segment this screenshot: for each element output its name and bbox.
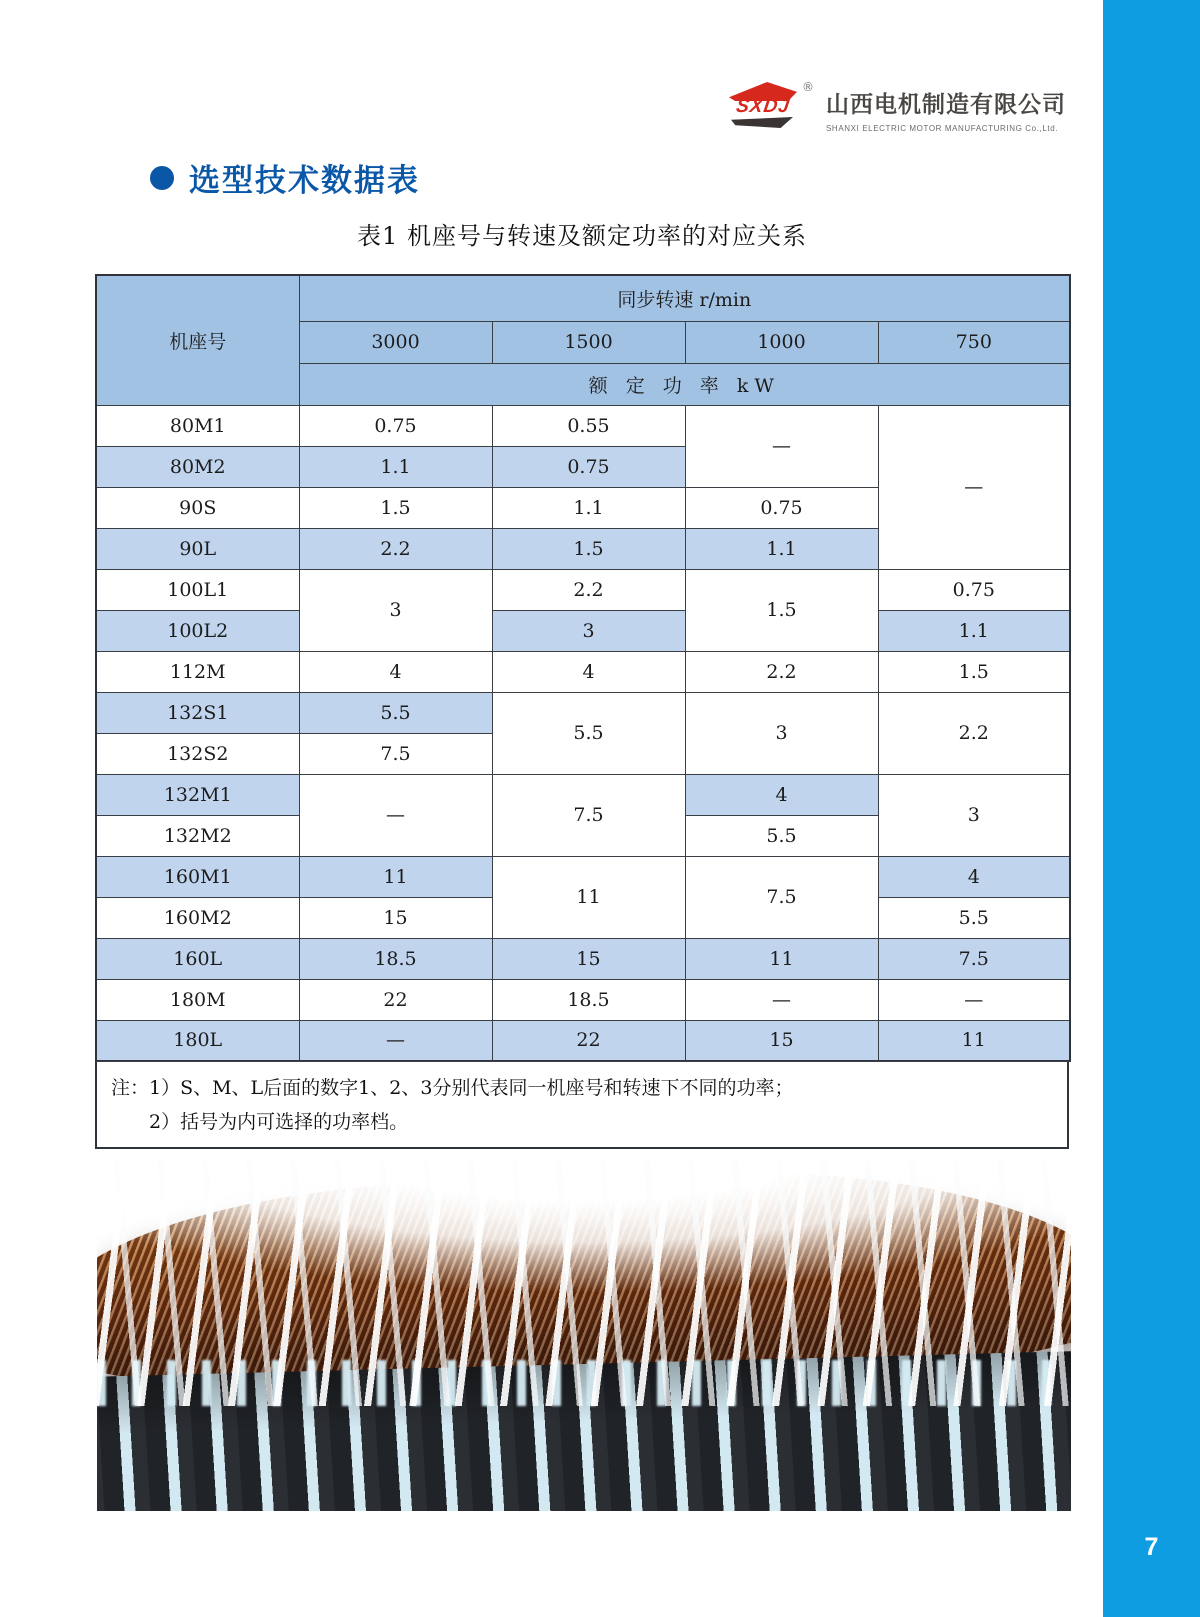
power-cell: 11: [685, 938, 878, 979]
insulation-paper-strips: [97, 1160, 1071, 1406]
power-cell: —: [299, 774, 492, 856]
table-row: [96, 692, 1070, 733]
power-cell: 3: [685, 692, 878, 774]
table-caption: 表1 机座号与转速及额定功率的对应关系: [357, 222, 807, 250]
power-cell: 11: [878, 1020, 1070, 1061]
power-cell: 15: [299, 897, 492, 938]
power-cell: 7.5: [299, 733, 492, 774]
power-cell: 18.5: [492, 979, 685, 1020]
table-row: [96, 1020, 1070, 1061]
power-cell: 22: [299, 979, 492, 1020]
power-cell: 3: [492, 610, 685, 651]
power-cell: 5.5: [492, 692, 685, 774]
table-row: [96, 610, 1070, 651]
power-cell: 11: [492, 856, 685, 938]
power-cell: 0.75: [299, 405, 492, 446]
notes-box: [95, 1061, 1069, 1149]
speed-header-3000: 3000: [299, 321, 492, 363]
power-cell: 11: [299, 856, 492, 897]
power-cell: —: [685, 979, 878, 1020]
table-row: [96, 979, 1070, 1020]
company-logo: [726, 82, 1066, 133]
power-cell: 1.5: [492, 528, 685, 569]
table-row: [96, 856, 1070, 897]
frame-label-cell: 160M1: [96, 856, 299, 897]
spec-table-body: [96, 405, 1070, 1061]
frame-label-cell: 180M: [96, 979, 299, 1020]
section-heading: [150, 155, 420, 200]
power-cell: 22: [492, 1020, 685, 1061]
frame-label-cell: 112M: [96, 651, 299, 692]
power-cell: 2.2: [685, 651, 878, 692]
table-row: [96, 405, 1070, 446]
table-header-row: [96, 275, 1070, 321]
power-cell: 5.5: [299, 692, 492, 733]
frame-label-cell: 132M2: [96, 815, 299, 856]
frame-label-cell: 80M1: [96, 405, 299, 446]
logo-swoosh-shape: [731, 117, 793, 128]
power-cell: 1.5: [878, 651, 1070, 692]
power-cell: 4: [492, 651, 685, 692]
frame-label-cell: 132S1: [96, 692, 299, 733]
power-cell: 15: [492, 938, 685, 979]
sxdj-logo-mark: [726, 82, 800, 128]
power-cell: 4: [685, 774, 878, 815]
power-cell: 1.1: [492, 487, 685, 528]
power-cell: 0.75: [878, 569, 1070, 610]
company-names: [826, 82, 1066, 133]
power-cell: 7.5: [685, 856, 878, 938]
speed-header-1500: 1500: [492, 321, 685, 363]
power-cell: 0.75: [492, 446, 685, 487]
frame-label-cell: 160L: [96, 938, 299, 979]
power-cell: —: [685, 405, 878, 487]
power-cell: 18.5: [299, 938, 492, 979]
speed-header-1000: 1000: [685, 321, 878, 363]
power-cell: 7.5: [878, 938, 1070, 979]
power-cell: 2.2: [878, 692, 1070, 774]
power-cell: 4: [299, 651, 492, 692]
power-cell: 5.5: [878, 897, 1070, 938]
frame-label-cell: 90L: [96, 528, 299, 569]
frame-label-cell: 160M2: [96, 897, 299, 938]
registered-trademark-icon: ®: [802, 80, 814, 94]
logo-sxdj-text: SXDJ: [734, 96, 792, 117]
frame-label-cell: 132S2: [96, 733, 299, 774]
company-name-cn: 山西电机制造有限公司: [826, 92, 1066, 118]
power-cell: 1.1: [299, 446, 492, 487]
table-row: [96, 569, 1070, 610]
page-number: 7: [1144, 1533, 1159, 1561]
power-cell: 2.2: [299, 528, 492, 569]
power-cell: 0.55: [492, 405, 685, 446]
table-row: [96, 774, 1070, 815]
power-cell: 2.2: [492, 569, 685, 610]
power-cell: —: [878, 405, 1070, 569]
power-cell: 1.5: [685, 569, 878, 651]
section-bullet-icon: [150, 166, 174, 190]
power-unit-header: 额 定 功 率 kW: [299, 363, 1070, 405]
power-cell: 1.5: [299, 487, 492, 528]
spec-table-wrap: [95, 274, 1069, 1149]
frame-label-cell: 132M1: [96, 774, 299, 815]
spec-table: [95, 274, 1071, 1062]
speed-group-header: 同步转速 r/min: [299, 275, 1070, 321]
table-row: [96, 651, 1070, 692]
section-title: 选型技术数据表: [189, 163, 420, 199]
power-cell: 5.5: [685, 815, 878, 856]
power-cell: 7.5: [492, 774, 685, 856]
frame-column-header: 机座号: [96, 275, 299, 405]
power-cell: —: [878, 979, 1070, 1020]
note-line-2: 2）括号为内可选择的功率档。: [149, 1111, 409, 1133]
company-name-en: SHANXI ELECTRIC MOTOR MANUFACTURING Co.,Ltd.: [826, 124, 1059, 133]
power-cell: 0.75: [685, 487, 878, 528]
power-cell: 15: [685, 1020, 878, 1061]
frame-label-cell: 90S: [96, 487, 299, 528]
power-cell: 1.1: [685, 528, 878, 569]
power-cell: 1.1: [878, 610, 1070, 651]
frame-label-cell: 100L2: [96, 610, 299, 651]
stator-winding-photo: [97, 1160, 1071, 1511]
power-cell: 3: [878, 774, 1070, 856]
power-cell: —: [299, 1020, 492, 1061]
table-row: [96, 938, 1070, 979]
right-sidebar: [1103, 0, 1200, 1617]
frame-label-cell: 100L1: [96, 569, 299, 610]
power-cell: 3: [299, 569, 492, 651]
frame-label-cell: 180L: [96, 1020, 299, 1061]
power-cell: 4: [878, 856, 1070, 897]
frame-label-cell: 80M2: [96, 446, 299, 487]
note-line-1: 注：1）S、M、L后面的数字1、2、3分别代表同一机座号和转速下不同的功率；: [111, 1077, 794, 1099]
speed-header-750: 750: [878, 321, 1070, 363]
